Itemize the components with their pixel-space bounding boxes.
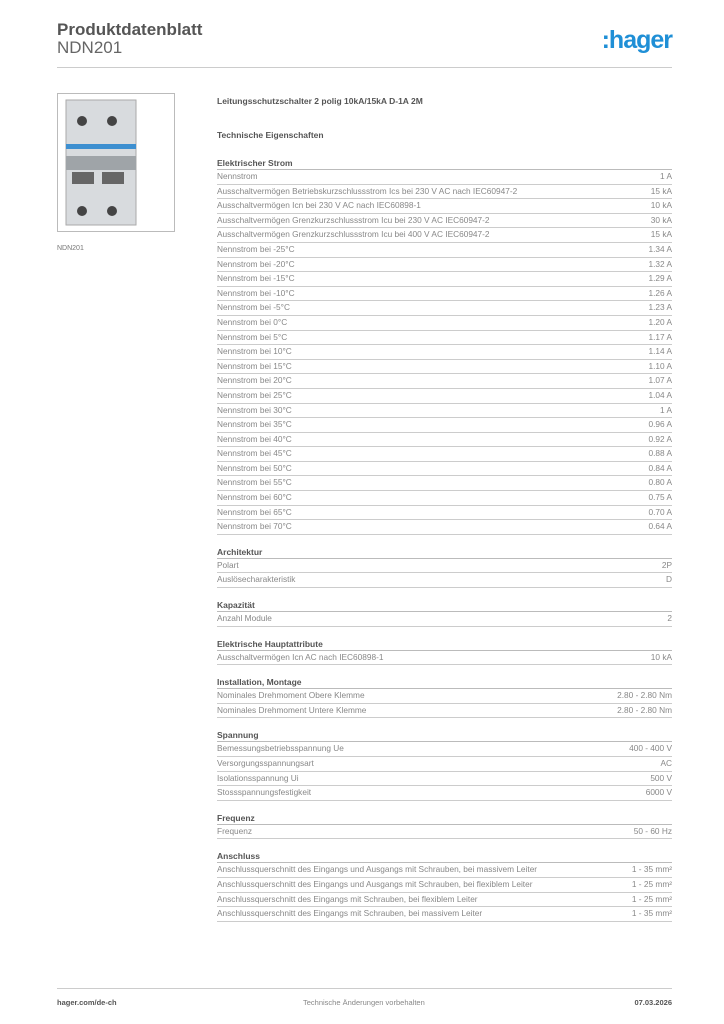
row-label: Anschlussquerschnitt des Eingangs mit Schrauben, bei massivem Leiter (217, 908, 483, 919)
section-title: Elektrischer Strom (217, 156, 672, 170)
hager-logo: :hager (601, 26, 672, 54)
row-value: 50 - 60 Hz (633, 825, 672, 836)
row-value: 2P (661, 559, 672, 570)
row-label: Nominales Drehmoment Untere Klemme (217, 704, 367, 715)
table-row (217, 447, 672, 462)
table-row (217, 331, 672, 346)
row-value: 1 A (660, 404, 672, 415)
table-row (217, 742, 672, 757)
row-value: 1.14 A (648, 346, 672, 357)
table-row (217, 287, 672, 302)
section-title: Anschluss (217, 849, 672, 863)
table-row (217, 476, 672, 491)
table-row (217, 272, 672, 287)
row-value: 0.70 A (648, 506, 672, 517)
table-row (217, 404, 672, 419)
table-row (217, 878, 672, 893)
row-label: Nennstrom bei 35°C (217, 419, 292, 430)
table-row (217, 170, 672, 185)
spec-table (217, 96, 672, 922)
row-value: 1 - 35 mm² (631, 908, 672, 919)
table-row (217, 374, 672, 389)
table-row (217, 214, 672, 229)
row-label: Bemessungsbetriebsspannung Ue (217, 743, 344, 754)
table-row (217, 316, 672, 331)
row-value: 1 - 25 mm² (631, 893, 672, 904)
section-gap (217, 627, 672, 637)
footer-note: Technische Änderungen vorbehalten (303, 998, 425, 1007)
row-label: Nennstrom bei 60°C (217, 492, 292, 503)
table-row (217, 433, 672, 448)
table-row (217, 506, 672, 521)
table-row (217, 689, 672, 704)
row-value: 1 - 35 mm² (631, 864, 672, 875)
table-row (217, 863, 672, 878)
row-value: 1.17 A (648, 331, 672, 342)
table-row (217, 491, 672, 506)
row-label: Nennstrom bei 20°C (217, 375, 292, 386)
header-divider (57, 67, 672, 68)
table-row (217, 612, 672, 627)
row-label: Nennstrom (217, 171, 258, 181)
row-label: Anschlussquerschnitt des Eingangs mit Schrauben, bei flexiblem Leiter (217, 893, 478, 904)
row-label: Nennstrom bei -20°C (217, 258, 295, 269)
row-label: Ausschaltvermögen Grenzkurzschlussstrom Icu bei 230 V AC IEC60947-2 (217, 214, 490, 225)
row-value: D (666, 574, 672, 585)
row-label: Nennstrom bei 55°C (217, 477, 292, 488)
row-value: 1.26 A (648, 287, 672, 298)
table-row (217, 559, 672, 574)
table-row (217, 757, 672, 772)
section-title: Elektrische Hauptattribute (217, 637, 672, 651)
table-row (217, 573, 672, 588)
row-value: 6000 V (645, 787, 672, 798)
row-value: 1.04 A (648, 389, 672, 400)
row-label: Isolationsspannung Ui (217, 772, 299, 783)
row-label: Nennstrom bei 50°C (217, 462, 292, 473)
footer-divider (57, 988, 672, 989)
row-value: 1.20 A (648, 316, 672, 327)
row-label: Frequenz (217, 825, 253, 836)
row-label: Ausschaltvermögen Betriebskurzschlussstrom Ics bei 230 V AC nach IEC60947-2 (217, 185, 518, 196)
row-value: 0.64 A (648, 521, 672, 532)
section-title: Kapazität (217, 598, 672, 612)
table-row (217, 243, 672, 258)
row-label: Nennstrom bei 5°C (217, 331, 288, 342)
row-label: Nennstrom bei 25°C (217, 389, 292, 400)
row-label: Nennstrom bei 70°C (217, 521, 292, 532)
row-label: Nennstrom bei -25°C (217, 243, 295, 254)
row-value: 2 (667, 613, 672, 624)
table-row (217, 893, 672, 908)
row-label: Nennstrom bei -5°C (217, 302, 290, 313)
row-value: 1.34 A (648, 243, 672, 254)
image-caption: NDN201 (57, 245, 84, 252)
section-title: Frequenz (217, 811, 672, 825)
table-row (217, 301, 672, 316)
row-value: 15 kA (650, 229, 672, 240)
row-label: Anschlussquerschnitt des Eingangs und Ausgangs mit Schrauben, bei massivem Leiter (217, 864, 538, 875)
table-row (217, 199, 672, 214)
row-value: 0.80 A (648, 477, 672, 488)
row-value: 1.23 A (648, 302, 672, 313)
row-value: 1 - 25 mm² (631, 878, 672, 889)
table-row (217, 228, 672, 243)
table-row (217, 786, 672, 801)
row-label: Anschlussquerschnitt des Eingangs und Ausgangs mit Schrauben, bei flexiblem Leiter (217, 878, 533, 889)
table-row (217, 258, 672, 273)
row-label: Nennstrom bei -10°C (217, 287, 295, 298)
section-gap (217, 718, 672, 728)
table-row (217, 651, 672, 666)
table-row (217, 825, 672, 840)
row-value: 10 kA (650, 651, 672, 662)
row-value: AC (660, 758, 672, 768)
row-value: 1 A (660, 171, 672, 181)
row-label: Versorgungsspannungsart (217, 758, 314, 768)
row-value: 1.07 A (648, 375, 672, 386)
table-row (217, 345, 672, 360)
row-value: 15 kA (650, 185, 672, 196)
row-label: Nennstrom bei 10°C (217, 346, 292, 357)
row-value: 1.10 A (648, 360, 672, 371)
row-label: Ausschaltvermögen Grenzkurzschlussstrom Icu bei 400 V AC IEC60947-2 (217, 229, 490, 240)
table-row (217, 418, 672, 433)
product-name: Leitungsschutzschalter 2 polig 10kA/15kA D-1A 2M (217, 96, 423, 106)
section-gap (217, 588, 672, 598)
table-row (217, 520, 672, 535)
section-title: Architektur (217, 545, 672, 559)
row-value: 1.29 A (648, 273, 672, 284)
table-row (217, 704, 672, 719)
section-title: Spannung (217, 728, 672, 742)
section-gap (217, 801, 672, 811)
row-value: 1.32 A (648, 258, 672, 269)
row-value: 0.92 A (648, 433, 672, 444)
section-gap (217, 535, 672, 545)
row-label: Anzahl Module (217, 613, 272, 624)
row-label: Nominales Drehmoment Obere Klemme (217, 690, 365, 701)
row-value: 10 kA (650, 200, 672, 211)
row-label: Ausschaltvermögen Icn bei 230 V AC nach IEC60898-1 (217, 200, 421, 211)
row-value: 0.96 A (648, 419, 672, 430)
row-label: Nennstrom bei 40°C (217, 433, 292, 444)
page-title: Produktdatenblatt (57, 20, 203, 39)
section-gap (217, 665, 672, 675)
table-row (217, 360, 672, 375)
row-value: 2.80 - 2.80 Nm (617, 704, 672, 715)
row-label: Nennstrom bei -15°C (217, 273, 295, 284)
row-label: Nennstrom bei 0°C (217, 316, 288, 327)
table-row (217, 772, 672, 787)
row-value: 30 kA (650, 214, 672, 225)
row-label: Stossspannungsfestigkeit (217, 787, 312, 798)
row-label: Nennstrom bei 15°C (217, 360, 292, 371)
table-row (217, 907, 672, 922)
row-label: Polart (217, 559, 239, 570)
table-row (217, 389, 672, 404)
table-row (217, 462, 672, 477)
table-row (217, 185, 672, 200)
row-label: Auslösecharakteristik (217, 574, 296, 585)
row-value: 2.80 - 2.80 Nm (617, 690, 672, 701)
row-value: 0.88 A (648, 448, 672, 459)
tech-heading: Technische Eigenschaften (217, 130, 324, 140)
row-label: Ausschaltvermögen Icn AC nach IEC60898-1 (217, 651, 384, 662)
row-label: Nennstrom bei 30°C (217, 404, 292, 415)
section-title: Installation, Montage (217, 675, 672, 689)
row-value: 400 - 400 V (629, 743, 672, 754)
row-label: Nennstrom bei 65°C (217, 506, 292, 517)
product-code: NDN201 (57, 38, 123, 57)
row-value: 0.75 A (648, 492, 672, 503)
section-gap (217, 839, 672, 849)
row-value: 0.84 A (648, 462, 672, 473)
row-value: 500 V (650, 772, 672, 783)
footer-date: 07.03.2026 (634, 998, 672, 1007)
product-image (57, 93, 175, 232)
row-label: Nennstrom bei 45°C (217, 448, 292, 459)
footer-website[interactable]: hager.com/de-ch (57, 998, 117, 1007)
